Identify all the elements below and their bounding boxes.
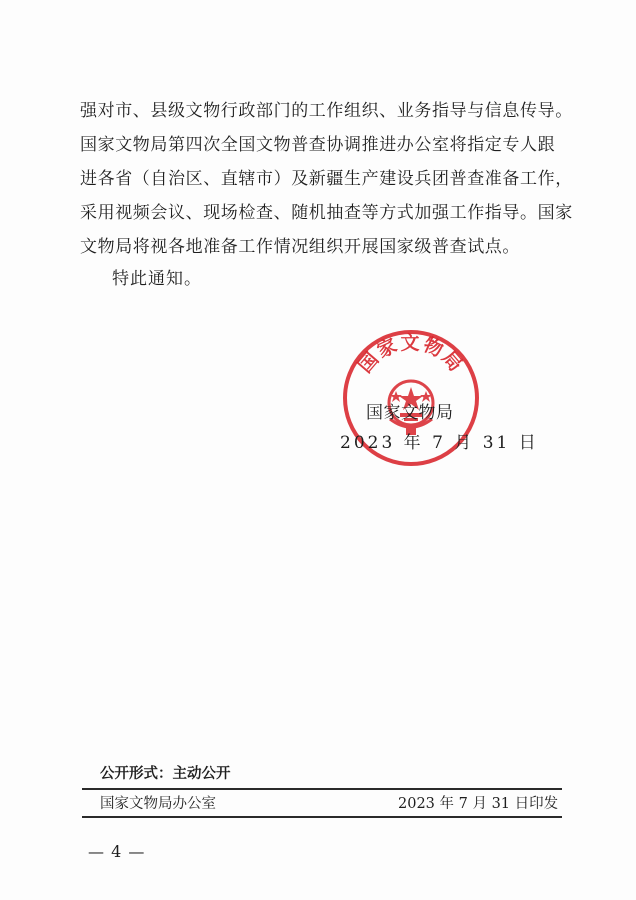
body-line: 文物局将视各地准备工作情况组织开展国家级普查试点。 [80, 237, 520, 257]
divider-bottom [82, 816, 562, 818]
divider-top [82, 788, 562, 790]
footer-issuing-office: 国家文物局办公室 [100, 796, 216, 812]
disclosure-type: 公开形式：主动公开 [100, 766, 231, 782]
body-line: 强对市、县级文物行政部门的工作组织、业务指导与信息传导。 [80, 101, 573, 121]
footer-print-date: 2023 年 7 月 31 日印发 [398, 796, 559, 812]
signature-org: 国家文物局 [366, 403, 454, 423]
body-line: 国家文物局第四次全国文物普查协调推进办公室将指定专人跟 [80, 135, 556, 155]
issue-date: 2023 年 7 月 31 日 [340, 433, 539, 453]
body-paragraph [80, 94, 580, 264]
closing-text: 特此通知。 [112, 269, 202, 289]
seal-arc-text: 国家文物局 [354, 332, 468, 378]
body-line: 进各省（自治区、直辖市）及新疆生产建设兵团普查准备工作， [80, 169, 573, 189]
body-line: 采用视频会议、现场检查、随机抽查等方式加强工作指导。国家 [80, 203, 573, 223]
page-number: — 4 — [88, 842, 146, 861]
